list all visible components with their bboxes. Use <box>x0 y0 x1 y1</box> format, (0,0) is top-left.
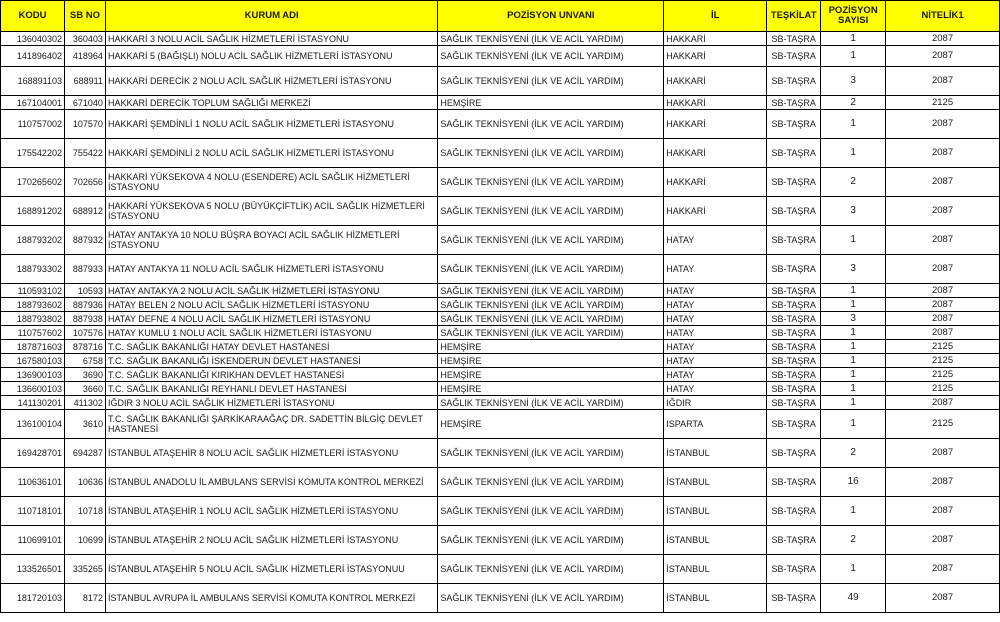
cell-nitelik1: 2125 <box>886 410 1000 439</box>
cell-sb-no: 107570 <box>64 110 105 139</box>
table-row <box>1 526 1000 555</box>
cell-kurum-adi: HATAY DEFNE 4 NOLU ACİL SAĞLIK HİZMETLERİ İSTASYONU <box>105 312 437 326</box>
table-row <box>1 368 1000 382</box>
cell-pozisyon-sayisi: 16 <box>821 468 886 497</box>
table-row <box>1 32 1000 46</box>
cell-il: HATAY <box>664 368 767 382</box>
cell-nitelik1: 2087 <box>886 197 1000 226</box>
cell-pozisyon-sayisi: 1 <box>821 354 886 368</box>
cell-pozisyon-unvani: SAĞLIK TEKNİSYENİ (İLK VE ACİL YARDIM) <box>438 584 664 613</box>
cell-teskilat: SB-TAŞRA <box>767 298 821 312</box>
cell-kurum-adi: İSTANBUL ANADOLU İL AMBULANS SERVİSİ KOMUTA KONTROL MERKEZİ <box>105 468 437 497</box>
header-sb-no: SB NO <box>64 1 105 32</box>
cell-sb-no: 3690 <box>64 368 105 382</box>
cell-nitelik1: 2125 <box>886 354 1000 368</box>
cell-pozisyon-unvani: SAĞLIK TEKNİSYENİ (İLK VE ACİL YARDIM) <box>438 226 664 255</box>
cell-il: İSTANBUL <box>664 526 767 555</box>
cell-kodu: 110757602 <box>1 326 65 340</box>
cell-pozisyon-sayisi: 1 <box>821 396 886 410</box>
cell-sb-no: 755422 <box>64 139 105 168</box>
cell-pozisyon-unvani: SAĞLIK TEKNİSYENİ (İLK VE ACİL YARDIM) <box>438 110 664 139</box>
header-nitelik1: NİTELİK1 <box>886 1 1000 32</box>
cell-il: HAKKARİ <box>664 46 767 67</box>
cell-pozisyon-sayisi: 1 <box>821 340 886 354</box>
cell-teskilat: SB-TAŞRA <box>767 226 821 255</box>
cell-sb-no: 10699 <box>64 526 105 555</box>
cell-sb-no: 887932 <box>64 226 105 255</box>
cell-pozisyon-unvani: HEMŞİRE <box>438 340 664 354</box>
cell-sb-no: 688911 <box>64 67 105 96</box>
cell-il: HATAY <box>664 312 767 326</box>
cell-il: HATAY <box>664 382 767 396</box>
table-row <box>1 354 1000 368</box>
cell-kurum-adi: İSTANBUL ATAŞEHİR 5 NOLU ACİL SAĞLIK HİZMETLERİ İSTASYONUU <box>105 555 437 584</box>
cell-kodu: 181720103 <box>1 584 65 613</box>
cell-kurum-adi: İSTANBUL ATAŞEHİR 8 NOLU ACİL SAĞLIK HİZMETLERİ İSTASYONU <box>105 439 437 468</box>
cell-kurum-adi: İSTANBUL ATAŞEHİR 2 NOLU ACİL SAĞLIK HİZMETLERİ İSTASYONU <box>105 526 437 555</box>
cell-il: HAKKARİ <box>664 139 767 168</box>
cell-sb-no: 887933 <box>64 255 105 284</box>
cell-sb-no: 694287 <box>64 439 105 468</box>
cell-sb-no: 10718 <box>64 497 105 526</box>
cell-kurum-adi: HAKKARİ YÜKSEKOVA 5 NOLU (BÜYÜKÇİFTLİK) ACİL SAĞLIK HİZMETLERİ İSTASYONU <box>105 197 437 226</box>
cell-pozisyon-sayisi: 1 <box>821 326 886 340</box>
cell-pozisyon-sayisi: 3 <box>821 67 886 96</box>
cell-pozisyon-sayisi: 1 <box>821 368 886 382</box>
cell-pozisyon-unvani: SAĞLIK TEKNİSYENİ (İLK VE ACİL YARDIM) <box>438 168 664 197</box>
header-kodu: KODU <box>1 1 65 32</box>
cell-nitelik1: 2087 <box>886 396 1000 410</box>
cell-sb-no: 335265 <box>64 555 105 584</box>
table-row <box>1 298 1000 312</box>
cell-teskilat: SB-TAŞRA <box>767 67 821 96</box>
cell-nitelik1: 2125 <box>886 96 1000 110</box>
table-row <box>1 46 1000 67</box>
cell-teskilat: SB-TAŞRA <box>767 312 821 326</box>
cell-kurum-adi: HAKKARİ 3 NOLU ACİL SAĞLIK HİZMETLERİ İSTASYONU <box>105 32 437 46</box>
cell-teskilat: SB-TAŞRA <box>767 110 821 139</box>
cell-pozisyon-unvani: HEMŞİRE <box>438 410 664 439</box>
cell-pozisyon-unvani: SAĞLIK TEKNİSYENİ (İLK VE ACİL YARDIM) <box>438 526 664 555</box>
cell-teskilat: SB-TAŞRA <box>767 410 821 439</box>
cell-nitelik1: 2087 <box>886 226 1000 255</box>
cell-kodu: 136040302 <box>1 32 65 46</box>
cell-teskilat: SB-TAŞRA <box>767 497 821 526</box>
cell-pozisyon-sayisi: 2 <box>821 96 886 110</box>
table-row <box>1 168 1000 197</box>
cell-teskilat: SB-TAŞRA <box>767 326 821 340</box>
table-body <box>1 32 1000 613</box>
table-row <box>1 197 1000 226</box>
cell-il: İSTANBUL <box>664 439 767 468</box>
table-row <box>1 584 1000 613</box>
cell-teskilat: SB-TAŞRA <box>767 96 821 110</box>
cell-kodu: 136900103 <box>1 368 65 382</box>
table-row <box>1 410 1000 439</box>
cell-kodu: 133526501 <box>1 555 65 584</box>
cell-sb-no: 887936 <box>64 298 105 312</box>
cell-nitelik1: 2087 <box>886 32 1000 46</box>
cell-kurum-adi: HAKKARİ ŞEMDİNLİ 1 NOLU ACİL SAĞLIK HİZMETLERİ İSTASYONU <box>105 110 437 139</box>
cell-teskilat: SB-TAŞRA <box>767 255 821 284</box>
cell-sb-no: 10593 <box>64 284 105 298</box>
cell-sb-no: 688912 <box>64 197 105 226</box>
cell-sb-no: 360403 <box>64 32 105 46</box>
cell-il: HATAY <box>664 340 767 354</box>
table-row <box>1 226 1000 255</box>
cell-il: HATAY <box>664 298 767 312</box>
cell-il: HAKKARİ <box>664 110 767 139</box>
cell-kodu: 141130201 <box>1 396 65 410</box>
cell-pozisyon-unvani: SAĞLIK TEKNİSYENİ (İLK VE ACİL YARDIM) <box>438 298 664 312</box>
cell-kurum-adi: İSTANBUL ATAŞEHİR 1 NOLU ACİL SAĞLIK HİZMETLERİ İSTASYONU <box>105 497 437 526</box>
cell-kodu: 110636101 <box>1 468 65 497</box>
cell-teskilat: SB-TAŞRA <box>767 468 821 497</box>
table-row <box>1 396 1000 410</box>
cell-pozisyon-sayisi: 1 <box>821 46 886 67</box>
cell-pozisyon-unvani: SAĞLIK TEKNİSYENİ (İLK VE ACİL YARDIM) <box>438 439 664 468</box>
cell-pozisyon-sayisi: 49 <box>821 584 886 613</box>
cell-sb-no: 8172 <box>64 584 105 613</box>
cell-nitelik1: 2087 <box>886 67 1000 96</box>
cell-kodu: 141896402 <box>1 46 65 67</box>
cell-nitelik1: 2087 <box>886 326 1000 340</box>
cell-il: HAKKARİ <box>664 197 767 226</box>
cell-kurum-adi: HAKKARİ YÜKSEKOVA 4 NOLU (ESENDERE) ACİL SAĞLIK HİZMETLERİ İSTASYONU <box>105 168 437 197</box>
cell-nitelik1: 2125 <box>886 340 1000 354</box>
cell-sb-no: 107576 <box>64 326 105 340</box>
cell-teskilat: SB-TAŞRA <box>767 197 821 226</box>
cell-kurum-adi: HATAY ANTAKYA 2 NOLU ACİL SAĞLIK HİZMETLERİ İSTASYONU <box>105 284 437 298</box>
cell-kodu: 110757002 <box>1 110 65 139</box>
cell-nitelik1: 2087 <box>886 468 1000 497</box>
cell-kurum-adi: HAKKARİ ŞEMDİNLİ 2 NOLU ACİL SAĞLIK HİZMETLERİ İSTASYONU <box>105 139 437 168</box>
cell-teskilat: SB-TAŞRA <box>767 340 821 354</box>
cell-il: HATAY <box>664 284 767 298</box>
cell-nitelik1: 2087 <box>886 284 1000 298</box>
table-row <box>1 555 1000 584</box>
cell-kurum-adi: T.C. SAĞLIK BAKANLIĞI ŞARKİKARAAĞAÇ DR. SADETTİN BİLGİÇ DEVLET HASTANESİ <box>105 410 437 439</box>
cell-nitelik1: 2087 <box>886 168 1000 197</box>
cell-il: HAKKARİ <box>664 96 767 110</box>
header-pozisyon-sayisi <box>821 1 886 32</box>
cell-kodu: 167104001 <box>1 96 65 110</box>
cell-pozisyon-unvani: SAĞLIK TEKNİSYENİ (İLK VE ACİL YARDIM) <box>438 67 664 96</box>
cell-teskilat: SB-TAŞRA <box>767 555 821 584</box>
cell-kodu: 110593102 <box>1 284 65 298</box>
cell-kodu: 136600103 <box>1 382 65 396</box>
cell-il: İSTANBUL <box>664 555 767 584</box>
cell-pozisyon-unvani: HEMŞİRE <box>438 368 664 382</box>
cell-il: HAKKARİ <box>664 168 767 197</box>
header-row <box>1 1 1000 32</box>
cell-sb-no: 887938 <box>64 312 105 326</box>
cell-kodu: 170265602 <box>1 168 65 197</box>
cell-kurum-adi: IĞDIR 3 NOLU ACİL SAĞLIK HİZMETLERİ İSTASYONU <box>105 396 437 410</box>
table-row <box>1 468 1000 497</box>
cell-teskilat: SB-TAŞRA <box>767 46 821 67</box>
cell-pozisyon-sayisi: 1 <box>821 382 886 396</box>
cell-kurum-adi: İSTANBUL AVRUPA İL AMBULANS SERVİSİ KOMUTA KONTROL MERKEZİ <box>105 584 437 613</box>
table-row <box>1 382 1000 396</box>
cell-kurum-adi: HAKKARİ 5 (BAĞIŞLI) NOLU ACİL SAĞLIK HİZMETLERİ İSTASYONU <box>105 46 437 67</box>
table-row <box>1 96 1000 110</box>
cell-pozisyon-unvani: HEMŞİRE <box>438 96 664 110</box>
table-row <box>1 312 1000 326</box>
cell-kodu: 188793802 <box>1 312 65 326</box>
cell-sb-no: 702656 <box>64 168 105 197</box>
cell-pozisyon-sayisi: 1 <box>821 110 886 139</box>
cell-kodu: 188793302 <box>1 255 65 284</box>
cell-il: HATAY <box>664 226 767 255</box>
cell-pozisyon-unvani: SAĞLIK TEKNİSYENİ (İLK VE ACİL YARDIM) <box>438 468 664 497</box>
table-row <box>1 110 1000 139</box>
cell-sb-no: 671040 <box>64 96 105 110</box>
cell-kurum-adi: HATAY KUMLU 1 NOLU ACİL SAĞLIK HİZMETLERİ İSTASYONU <box>105 326 437 340</box>
cell-pozisyon-sayisi: 2 <box>821 168 886 197</box>
cell-pozisyon-unvani: SAĞLIK TEKNİSYENİ (İLK VE ACİL YARDIM) <box>438 312 664 326</box>
cell-kodu: 168891202 <box>1 197 65 226</box>
cell-pozisyon-unvani: SAĞLIK TEKNİSYENİ (İLK VE ACİL YARDIM) <box>438 396 664 410</box>
cell-pozisyon-unvani: SAĞLIK TEKNİSYENİ (İLK VE ACİL YARDIM) <box>438 555 664 584</box>
cell-sb-no: 418964 <box>64 46 105 67</box>
cell-kodu: 169428701 <box>1 439 65 468</box>
cell-kodu: 175542202 <box>1 139 65 168</box>
cell-pozisyon-unvani: SAĞLIK TEKNİSYENİ (İLK VE ACİL YARDIM) <box>438 326 664 340</box>
cell-il: İSTANBUL <box>664 584 767 613</box>
cell-pozisyon-sayisi: 2 <box>821 439 886 468</box>
cell-il: IĞDIR <box>664 396 767 410</box>
cell-kurum-adi: T.C. SAĞLIK BAKANLIĞI REYHANLI DEVLET HASTANESİ <box>105 382 437 396</box>
cell-pozisyon-sayisi: 3 <box>821 255 886 284</box>
cell-pozisyon-unvani: SAĞLIK TEKNİSYENİ (İLK VE ACİL YARDIM) <box>438 32 664 46</box>
table-row <box>1 326 1000 340</box>
header-il: İL <box>664 1 767 32</box>
table-row <box>1 255 1000 284</box>
cell-il: HATAY <box>664 354 767 368</box>
cell-nitelik1: 2087 <box>886 46 1000 67</box>
cell-nitelik1: 2125 <box>886 382 1000 396</box>
cell-teskilat: SB-TAŞRA <box>767 439 821 468</box>
header-kurum-adi: KURUM ADI <box>105 1 437 32</box>
table-row <box>1 67 1000 96</box>
cell-pozisyon-unvani: SAĞLIK TEKNİSYENİ (İLK VE ACİL YARDIM) <box>438 255 664 284</box>
cell-pozisyon-unvani: SAĞLIK TEKNİSYENİ (İLK VE ACİL YARDIM) <box>438 46 664 67</box>
cell-nitelik1: 2125 <box>886 368 1000 382</box>
cell-pozisyon-sayisi: 1 <box>821 298 886 312</box>
cell-teskilat: SB-TAŞRA <box>767 396 821 410</box>
cell-teskilat: SB-TAŞRA <box>767 284 821 298</box>
cell-il: HATAY <box>664 326 767 340</box>
cell-pozisyon-unvani: HEMŞİRE <box>438 382 664 396</box>
cell-pozisyon-sayisi: 1 <box>821 32 886 46</box>
cell-teskilat: SB-TAŞRA <box>767 368 821 382</box>
cell-pozisyon-sayisi: 1 <box>821 139 886 168</box>
cell-pozisyon-sayisi: 2 <box>821 526 886 555</box>
cell-sb-no: 411302 <box>64 396 105 410</box>
cell-kodu: 188793202 <box>1 226 65 255</box>
cell-sb-no: 878716 <box>64 340 105 354</box>
cell-teskilat: SB-TAŞRA <box>767 168 821 197</box>
cell-nitelik1: 2087 <box>886 497 1000 526</box>
cell-kodu: 110699101 <box>1 526 65 555</box>
cell-pozisyon-sayisi: 3 <box>821 197 886 226</box>
cell-pozisyon-sayisi: 1 <box>821 226 886 255</box>
cell-nitelik1: 2087 <box>886 139 1000 168</box>
cell-teskilat: SB-TAŞRA <box>767 354 821 368</box>
table-row <box>1 284 1000 298</box>
table-row <box>1 139 1000 168</box>
table-row <box>1 497 1000 526</box>
header-pozisyon-sayisi-line1: POZİSYON <box>828 5 878 16</box>
cell-pozisyon-sayisi: 3 <box>821 312 886 326</box>
cell-il: HAKKARİ <box>664 67 767 96</box>
cell-pozisyon-unvani: SAĞLIK TEKNİSYENİ (İLK VE ACİL YARDIM) <box>438 284 664 298</box>
cell-kodu: 168891103 <box>1 67 65 96</box>
cell-sb-no: 3660 <box>64 382 105 396</box>
cell-sb-no: 3610 <box>64 410 105 439</box>
cell-teskilat: SB-TAŞRA <box>767 584 821 613</box>
header-pozisyon-sayisi-line2: SAYISI <box>838 15 869 26</box>
cell-kurum-adi: HAKKARİ DERECİK 2 NOLU ACİL SAĞLIK HİZMETLERİ İSTASYONU <box>105 67 437 96</box>
cell-kurum-adi: T.C. SAĞLIK BAKANLIĞI İSKENDERUN DEVLET HASTANESİ <box>105 354 437 368</box>
cell-il: İSTANBUL <box>664 497 767 526</box>
cell-pozisyon-unvani: SAĞLIK TEKNİSYENİ (İLK VE ACİL YARDIM) <box>438 139 664 168</box>
cell-kurum-adi: HAKKARİ DERECİK TOPLUM SAĞLIĞI MERKEZİ <box>105 96 437 110</box>
cell-pozisyon-unvani: SAĞLIK TEKNİSYENİ (İLK VE ACİL YARDIM) <box>438 497 664 526</box>
cell-kodu: 136100104 <box>1 410 65 439</box>
cell-nitelik1: 2087 <box>886 298 1000 312</box>
cell-teskilat: SB-TAŞRA <box>767 32 821 46</box>
cell-pozisyon-sayisi: 1 <box>821 284 886 298</box>
table-row <box>1 439 1000 468</box>
cell-pozisyon-sayisi: 1 <box>821 497 886 526</box>
cell-il: HAKKARİ <box>664 32 767 46</box>
cell-kodu: 187871603 <box>1 340 65 354</box>
header-teskilat: TEŞKİLAT <box>767 1 821 32</box>
cell-il: İSTANBUL <box>664 468 767 497</box>
cell-teskilat: SB-TAŞRA <box>767 139 821 168</box>
cell-nitelik1: 2087 <box>886 584 1000 613</box>
cell-nitelik1: 2087 <box>886 526 1000 555</box>
cell-nitelik1: 2087 <box>886 312 1000 326</box>
cell-teskilat: SB-TAŞRA <box>767 526 821 555</box>
header-pozisyon-unvani: POZİSYON UNVANI <box>438 1 664 32</box>
cell-kodu: 167580103 <box>1 354 65 368</box>
cell-kurum-adi: HATAY ANTAKYA 10 NOLU BÜŞRA BOYACI ACİL SAĞLIK HİZMETLERİ İSTASYONU <box>105 226 437 255</box>
cell-nitelik1: 2087 <box>886 110 1000 139</box>
cell-teskilat: SB-TAŞRA <box>767 382 821 396</box>
cell-il: HATAY <box>664 255 767 284</box>
cell-pozisyon-sayisi: 1 <box>821 410 886 439</box>
cell-nitelik1: 2087 <box>886 555 1000 584</box>
cell-pozisyon-unvani: HEMŞİRE <box>438 354 664 368</box>
cell-kurum-adi: HATAY ANTAKYA 11 NOLU ACİL SAĞLIK HİZMETLERİ İSTASYONU <box>105 255 437 284</box>
cell-nitelik1: 2087 <box>886 255 1000 284</box>
cell-il: ISPARTA <box>664 410 767 439</box>
cell-pozisyon-sayisi: 1 <box>821 555 886 584</box>
cell-nitelik1: 2087 <box>886 439 1000 468</box>
cell-pozisyon-unvani: SAĞLIK TEKNİSYENİ (İLK VE ACİL YARDIM) <box>438 197 664 226</box>
cell-sb-no: 10636 <box>64 468 105 497</box>
cell-kurum-adi: T.C. SAĞLIK BAKANLIĞI HATAY DEVLET HASTANESİ <box>105 340 437 354</box>
cell-kodu: 188793602 <box>1 298 65 312</box>
cell-kurum-adi: T.C. SAĞLIK BAKANLIĞI KIRIKHAN DEVLET HASTANESİ <box>105 368 437 382</box>
cell-kodu: 110718101 <box>1 497 65 526</box>
cell-sb-no: 6758 <box>64 354 105 368</box>
table-row <box>1 340 1000 354</box>
cell-kurum-adi: HATAY BELEN 2 NOLU ACİL SAĞLIK HİZMETLERİ İSTASYONU <box>105 298 437 312</box>
